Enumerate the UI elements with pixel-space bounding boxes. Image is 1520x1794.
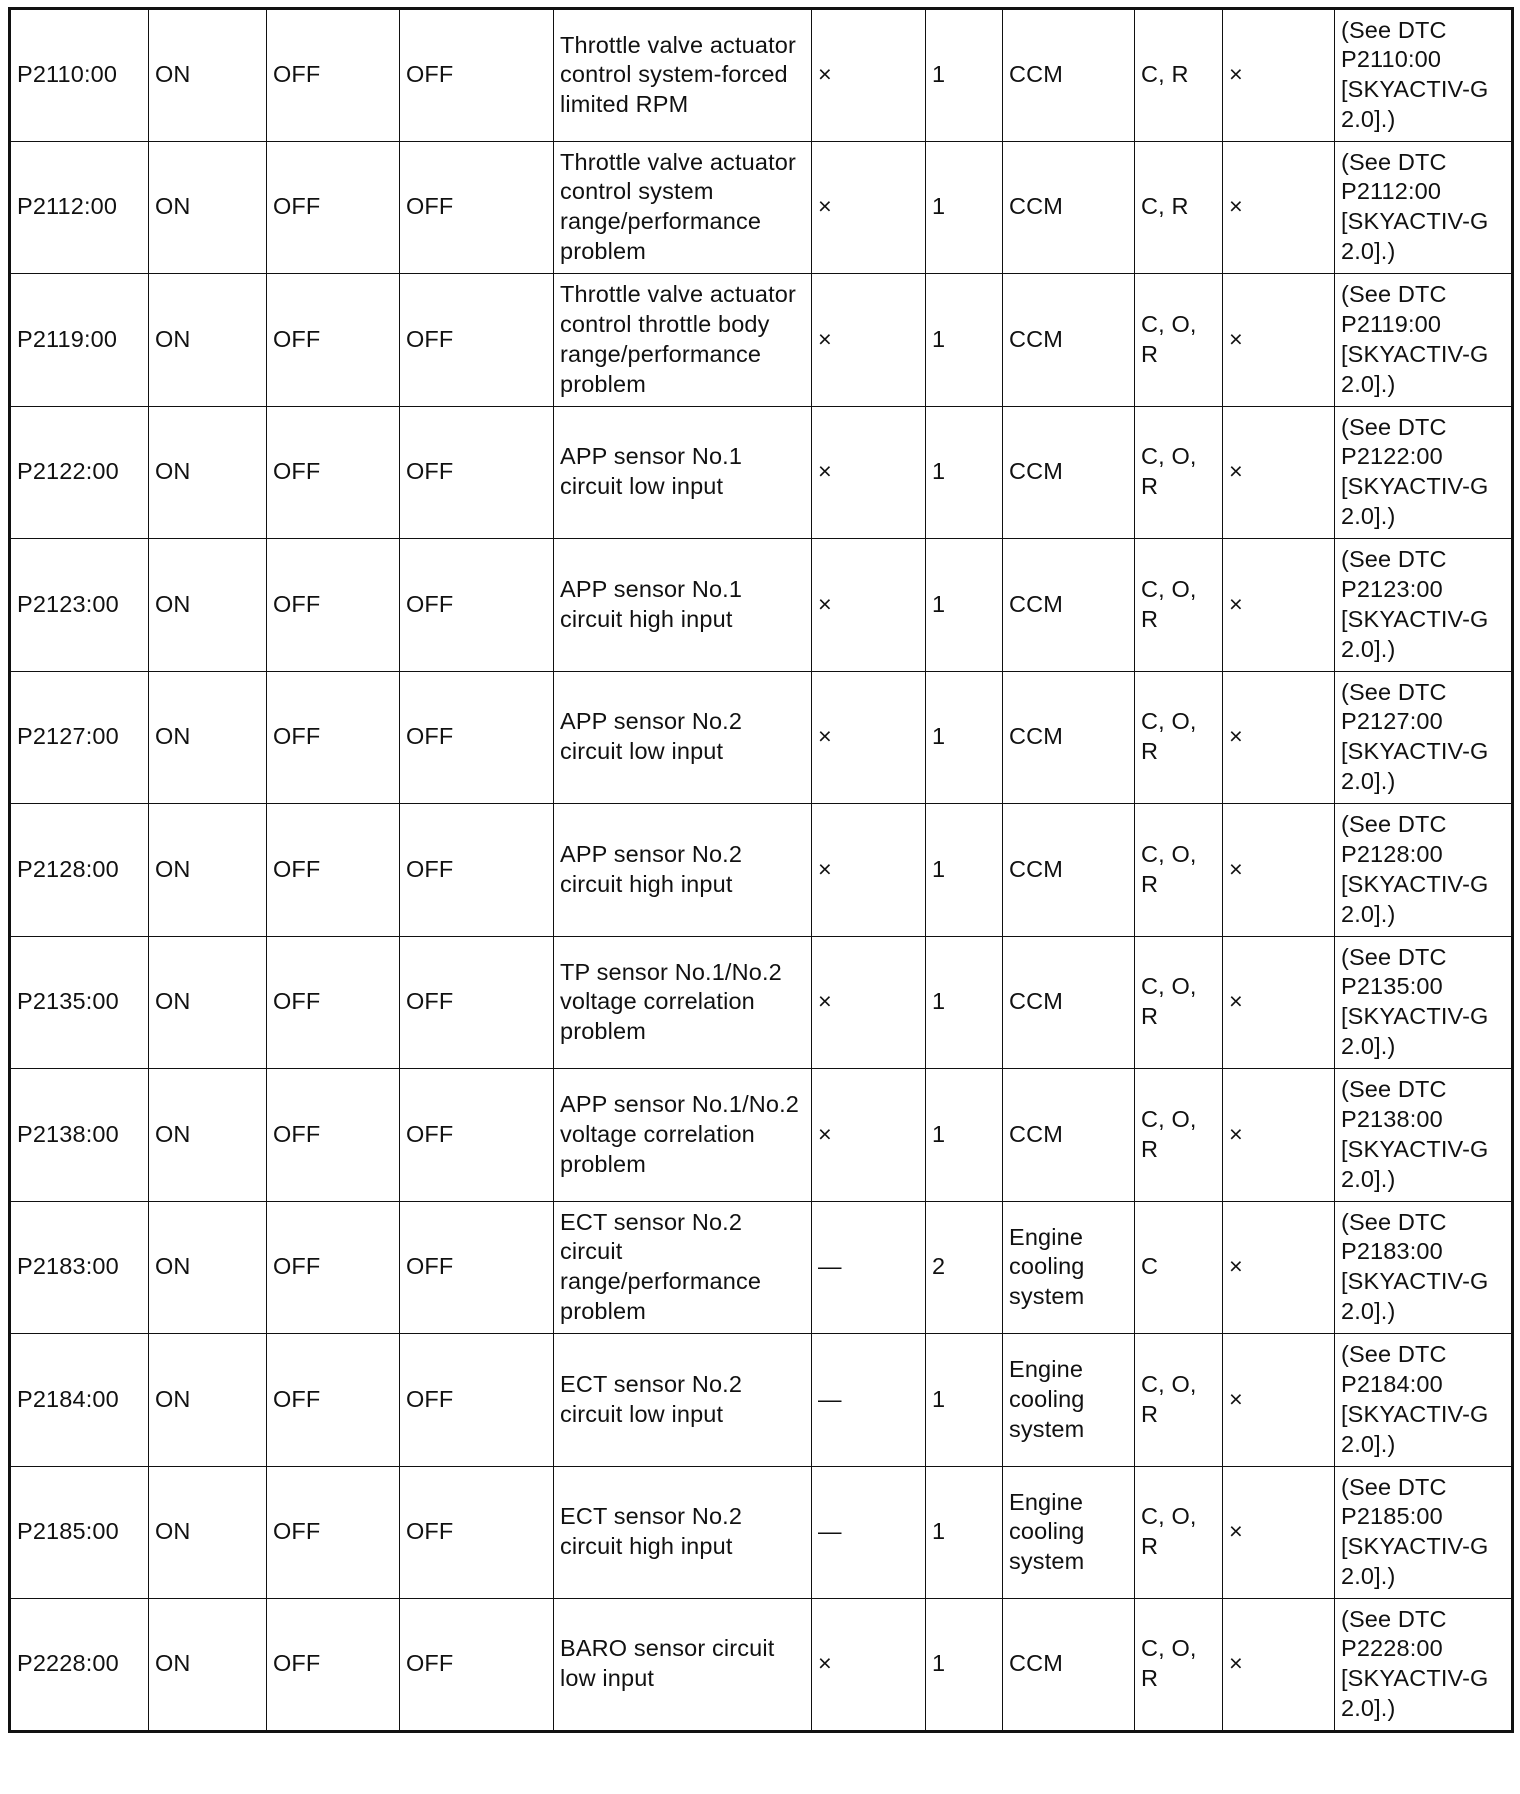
dtc-type-cell: C, R xyxy=(1135,141,1223,274)
mark-cell-2: × xyxy=(1223,1201,1335,1334)
description-cell: Throttle valve actuator control throttle body range/performance problem xyxy=(554,274,812,407)
status-cell-1: ON xyxy=(149,141,267,274)
trip-count-cell: 1 xyxy=(926,9,1003,142)
status-cell-2: OFF xyxy=(267,1599,400,1732)
table-row xyxy=(10,804,1513,937)
status-cell-3: OFF xyxy=(400,1201,554,1334)
description-cell: APP sensor No.2 circuit low input xyxy=(554,671,812,804)
status-cell-2: OFF xyxy=(267,274,400,407)
trip-count-cell: 1 xyxy=(926,274,1003,407)
dtc-type-cell: C, O, R xyxy=(1135,936,1223,1069)
status-cell-1: ON xyxy=(149,9,267,142)
description-cell: ECT sensor No.2 circuit range/performance problem xyxy=(554,1201,812,1334)
dtc-code-cell: P2128:00 xyxy=(10,804,149,937)
status-cell-3: OFF xyxy=(400,539,554,672)
reference-cell: (See DTC P2183:00 [SKYACTIV-G 2.0].) xyxy=(1335,1201,1513,1334)
reference-cell: (See DTC P2123:00 [SKYACTIV-G 2.0].) xyxy=(1335,539,1513,672)
status-cell-1: ON xyxy=(149,1201,267,1334)
dtc-type-cell: C, O, R xyxy=(1135,1069,1223,1202)
dtc-type-cell: C, O, R xyxy=(1135,406,1223,539)
trip-count-cell: 2 xyxy=(926,1201,1003,1334)
status-cell-1: ON xyxy=(149,539,267,672)
dtc-type-cell: C, R xyxy=(1135,9,1223,142)
mark-cell-2: × xyxy=(1223,539,1335,672)
table-row xyxy=(10,9,1513,142)
status-cell-3: OFF xyxy=(400,1334,554,1467)
status-cell-3: OFF xyxy=(400,1466,554,1599)
reference-cell: (See DTC P2185:00 [SKYACTIV-G 2.0].) xyxy=(1335,1466,1513,1599)
status-cell-1: ON xyxy=(149,1466,267,1599)
status-cell-2: OFF xyxy=(267,1334,400,1467)
status-cell-2: OFF xyxy=(267,539,400,672)
description-cell: APP sensor No.2 circuit high input xyxy=(554,804,812,937)
trip-count-cell: 1 xyxy=(926,539,1003,672)
dtc-code-cell: P2138:00 xyxy=(10,1069,149,1202)
mark-cell-1: × xyxy=(812,1599,926,1732)
table-body xyxy=(10,9,1513,1732)
mark-cell-1: × xyxy=(812,9,926,142)
trip-count-cell: 1 xyxy=(926,406,1003,539)
trip-count-cell: 1 xyxy=(926,1334,1003,1467)
trip-count-cell: 1 xyxy=(926,141,1003,274)
monitor-item-cell: CCM xyxy=(1003,406,1135,539)
table-row xyxy=(10,406,1513,539)
dtc-code-cell: P2185:00 xyxy=(10,1466,149,1599)
table-row xyxy=(10,936,1513,1069)
status-cell-2: OFF xyxy=(267,9,400,142)
dtc-type-cell: C, O, R xyxy=(1135,274,1223,407)
dtc-code-cell: P2135:00 xyxy=(10,936,149,1069)
reference-cell: (See DTC P2138:00 [SKYACTIV-G 2.0].) xyxy=(1335,1069,1513,1202)
status-cell-3: OFF xyxy=(400,9,554,142)
mark-cell-1: — xyxy=(812,1466,926,1599)
status-cell-1: ON xyxy=(149,1599,267,1732)
status-cell-2: OFF xyxy=(267,1201,400,1334)
status-cell-1: ON xyxy=(149,1069,267,1202)
mark-cell-2: × xyxy=(1223,1334,1335,1467)
reference-cell: (See DTC P2110:00 [SKYACTIV-G 2.0].) xyxy=(1335,9,1513,142)
mark-cell-1: — xyxy=(812,1201,926,1334)
monitor-item-cell: CCM xyxy=(1003,671,1135,804)
trip-count-cell: 1 xyxy=(926,1069,1003,1202)
dtc-code-cell: P2119:00 xyxy=(10,274,149,407)
dtc-type-cell: C, O, R xyxy=(1135,539,1223,672)
status-cell-3: OFF xyxy=(400,936,554,1069)
table-row xyxy=(10,1069,1513,1202)
dtc-type-cell: C, O, R xyxy=(1135,1334,1223,1467)
dtc-code-cell: P2183:00 xyxy=(10,1201,149,1334)
dtc-code-cell: P2110:00 xyxy=(10,9,149,142)
mark-cell-1: × xyxy=(812,671,926,804)
description-cell: BARO sensor circuit low input xyxy=(554,1599,812,1732)
mark-cell-1: × xyxy=(812,936,926,1069)
reference-cell: (See DTC P2127:00 [SKYACTIV-G 2.0].) xyxy=(1335,671,1513,804)
table-row xyxy=(10,1599,1513,1732)
trip-count-cell: 1 xyxy=(926,804,1003,937)
mark-cell-2: × xyxy=(1223,804,1335,937)
status-cell-2: OFF xyxy=(267,804,400,937)
status-cell-2: OFF xyxy=(267,1466,400,1599)
monitor-item-cell: CCM xyxy=(1003,9,1135,142)
description-cell: Throttle valve actuator control system-forced limited RPM xyxy=(554,9,812,142)
mark-cell-1: × xyxy=(812,274,926,407)
status-cell-1: ON xyxy=(149,671,267,804)
mark-cell-2: × xyxy=(1223,1599,1335,1732)
dtc-type-cell: C, O, R xyxy=(1135,1599,1223,1732)
reference-cell: (See DTC P2135:00 [SKYACTIV-G 2.0].) xyxy=(1335,936,1513,1069)
monitor-item-cell: CCM xyxy=(1003,274,1135,407)
description-cell: APP sensor No.1 circuit high input xyxy=(554,539,812,672)
mark-cell-2: × xyxy=(1223,141,1335,274)
monitor-item-cell: Engine cooling system xyxy=(1003,1201,1135,1334)
dtc-code-cell: P2184:00 xyxy=(10,1334,149,1467)
status-cell-2: OFF xyxy=(267,141,400,274)
monitor-item-cell: Engine cooling system xyxy=(1003,1466,1135,1599)
dtc-type-cell: C, O, R xyxy=(1135,671,1223,804)
status-cell-1: ON xyxy=(149,1334,267,1467)
trip-count-cell: 1 xyxy=(926,1466,1003,1599)
dtc-code-cell: P2228:00 xyxy=(10,1599,149,1732)
mark-cell-2: × xyxy=(1223,1466,1335,1599)
reference-cell: (See DTC P2119:00 [SKYACTIV-G 2.0].) xyxy=(1335,274,1513,407)
monitor-item-cell: Engine cooling system xyxy=(1003,1334,1135,1467)
status-cell-3: OFF xyxy=(400,1069,554,1202)
mark-cell-1: × xyxy=(812,539,926,672)
status-cell-1: ON xyxy=(149,406,267,539)
table-row xyxy=(10,141,1513,274)
reference-cell: (See DTC P2128:00 [SKYACTIV-G 2.0].) xyxy=(1335,804,1513,937)
monitor-item-cell: CCM xyxy=(1003,804,1135,937)
mark-cell-1: — xyxy=(812,1334,926,1467)
description-cell: ECT sensor No.2 circuit low input xyxy=(554,1334,812,1467)
table-row xyxy=(10,1466,1513,1599)
monitor-item-cell: CCM xyxy=(1003,936,1135,1069)
mark-cell-1: × xyxy=(812,1069,926,1202)
table-row xyxy=(10,1201,1513,1334)
dtc-code-cell: P2127:00 xyxy=(10,671,149,804)
mark-cell-2: × xyxy=(1223,406,1335,539)
table-row xyxy=(10,274,1513,407)
dtc-code-cell: P2122:00 xyxy=(10,406,149,539)
status-cell-3: OFF xyxy=(400,141,554,274)
mark-cell-2: × xyxy=(1223,274,1335,407)
status-cell-1: ON xyxy=(149,936,267,1069)
reference-cell: (See DTC P2184:00 [SKYACTIV-G 2.0].) xyxy=(1335,1334,1513,1467)
status-cell-3: OFF xyxy=(400,804,554,937)
description-cell: APP sensor No.1 circuit low input xyxy=(554,406,812,539)
status-cell-2: OFF xyxy=(267,1069,400,1202)
description-cell: ECT sensor No.2 circuit high input xyxy=(554,1466,812,1599)
status-cell-3: OFF xyxy=(400,406,554,539)
mark-cell-2: × xyxy=(1223,9,1335,142)
status-cell-3: OFF xyxy=(400,274,554,407)
mark-cell-1: × xyxy=(812,406,926,539)
description-cell: Throttle valve actuator control system range/performance problem xyxy=(554,141,812,274)
trip-count-cell: 1 xyxy=(926,671,1003,804)
status-cell-2: OFF xyxy=(267,406,400,539)
status-cell-3: OFF xyxy=(400,1599,554,1732)
status-cell-1: ON xyxy=(149,274,267,407)
dtc-code-cell: P2112:00 xyxy=(10,141,149,274)
mark-cell-2: × xyxy=(1223,1069,1335,1202)
reference-cell: (See DTC P2112:00 [SKYACTIV-G 2.0].) xyxy=(1335,141,1513,274)
trip-count-cell: 1 xyxy=(926,1599,1003,1732)
dtc-type-cell: C, O, R xyxy=(1135,804,1223,937)
status-cell-1: ON xyxy=(149,804,267,937)
monitor-item-cell: CCM xyxy=(1003,1599,1135,1732)
trip-count-cell: 1 xyxy=(926,936,1003,1069)
table-row xyxy=(10,1334,1513,1467)
reference-cell: (See DTC P2228:00 [SKYACTIV-G 2.0].) xyxy=(1335,1599,1513,1732)
mark-cell-1: × xyxy=(812,141,926,274)
table-row xyxy=(10,671,1513,804)
mark-cell-2: × xyxy=(1223,936,1335,1069)
status-cell-2: OFF xyxy=(267,936,400,1069)
status-cell-2: OFF xyxy=(267,671,400,804)
monitor-item-cell: CCM xyxy=(1003,141,1135,274)
dtc-code-cell: P2123:00 xyxy=(10,539,149,672)
table-row xyxy=(10,539,1513,672)
description-cell: APP sensor No.1/No.2 voltage correlation problem xyxy=(554,1069,812,1202)
monitor-item-cell: CCM xyxy=(1003,539,1135,672)
status-cell-3: OFF xyxy=(400,671,554,804)
mark-cell-2: × xyxy=(1223,671,1335,804)
monitor-item-cell: CCM xyxy=(1003,1069,1135,1202)
reference-cell: (See DTC P2122:00 [SKYACTIV-G 2.0].) xyxy=(1335,406,1513,539)
description-cell: TP sensor No.1/No.2 voltage correlation problem xyxy=(554,936,812,1069)
dtc-type-cell: C, O, R xyxy=(1135,1466,1223,1599)
mark-cell-1: × xyxy=(812,804,926,937)
dtc-type-cell: C xyxy=(1135,1201,1223,1334)
dtc-table xyxy=(8,7,1514,1733)
